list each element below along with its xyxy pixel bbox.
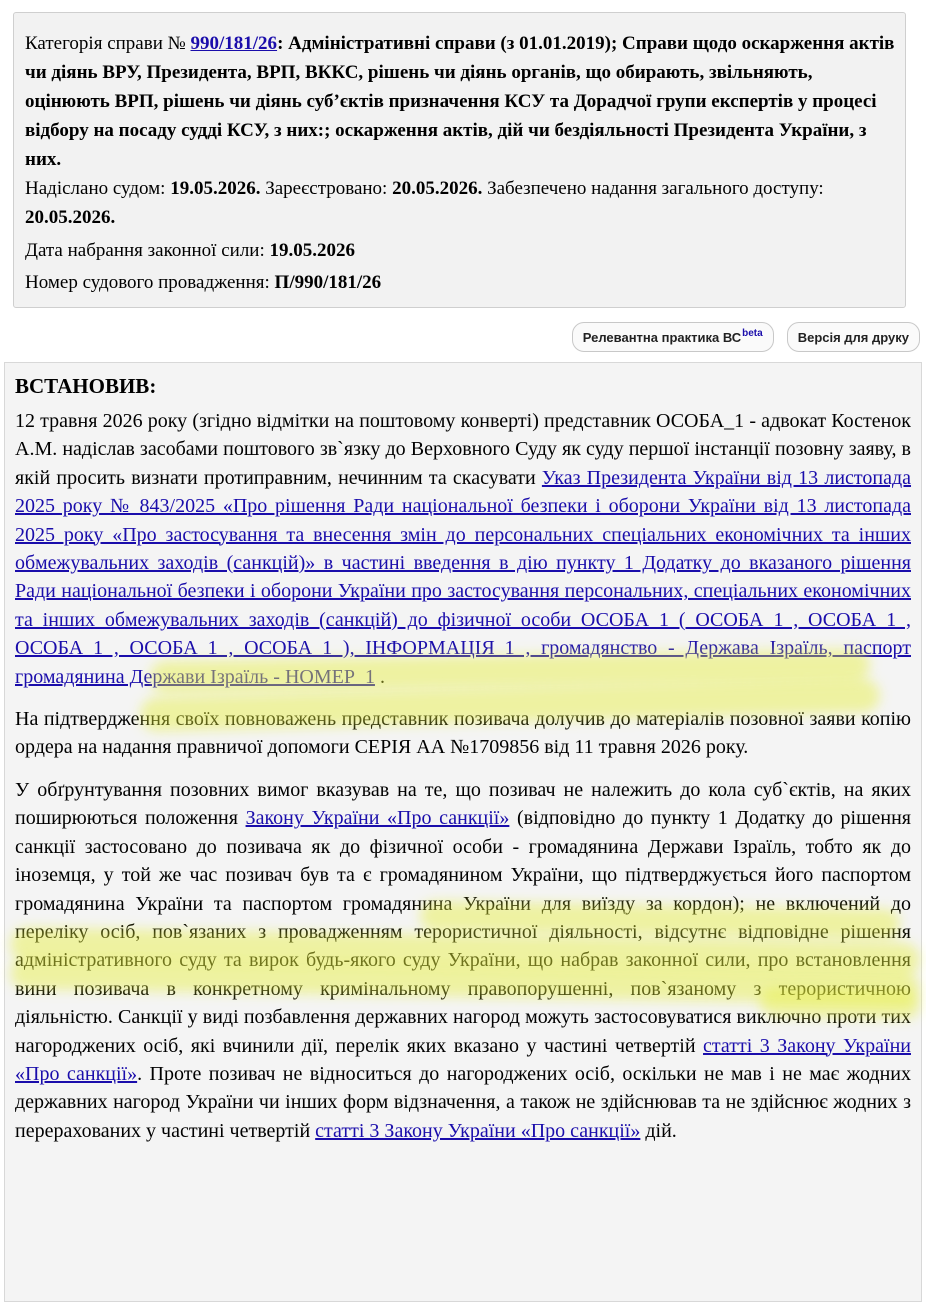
article-3-link-2[interactable]: статті 3 Закону України «Про санкції» <box>315 1119 641 1142</box>
effective-date-row <box>25 236 895 265</box>
effective-label: Дата набрання законної сили: <box>25 240 265 261</box>
paragraph-1-text-a: 12 травня 2026 року (згідно відмітки на поштовому конверті) представник ОСОБА_1 - адвокат Костенок А.М. надіслав засобами поштового зв`язку до Верховного Суду як суду першої інстанції позовну заяву, в якій просить визнати протиправним, нечинним та скасувати <box>15 410 911 489</box>
relevant-practice-label: Релевантна практика ВС <box>582 329 742 345</box>
decree-link[interactable]: Указ Президента України від 13 листопада 2025 року № 843/2025 «Про рішення Ради національної безпеки і оборони України від 13 листопада 2025 року «Про застосування та внесення змін до персональних спеціальних економічних та інших обмежувальних заходів (санкцій)» в частині введення в дію пункту 1 Додатку до вказаного рішення Ради національної безпеки і оборони України про застосування персональних, спеціальних економічних та інших обмежувальних заходів (санкцій) до фізичної особи ОСОБА_1 ( ОСОБА_1 , ОСОБА_1 , ОСОБА_1 , ОСОБА_1 , ОСОБА_1 ), ІНФОРМАЦІЯ_1 , громадянство - Держава Ізраїль, паспорт громадянина Держави Ізраїль - НОМЕР_1 <box>15 466 912 688</box>
access-label: Забезпечено надання загального доступу: <box>487 178 824 199</box>
print-version-label: Версія для друку <box>797 329 909 345</box>
paragraph-3-text-c: . Проте позивач не відноситься до нагороджених осіб, оскільки не мав і не має жодних державних нагород України чи інших форм відзначення, а також не здійснював та не здійснює жодних з перерахованих у частині четвертій <box>15 1062 911 1142</box>
paragraph-3 <box>15 776 911 1145</box>
proceeding-number: П/990/181/26 <box>274 272 382 293</box>
document-body <box>4 362 922 1302</box>
case-info-panel <box>13 12 906 308</box>
category-label: Категорія справи № <box>25 33 186 54</box>
case-dates <box>25 174 895 232</box>
section-heading: ВСТАНОВИВ: <box>15 374 157 398</box>
paragraph-3-text-a: У обґрунтування позовних вимог вказував на те, що позивач не належить до кола суб`єктів, на яких поширюються положення <box>15 778 911 830</box>
relevant-practice-button[interactable] <box>572 322 774 352</box>
case-number-link[interactable]: 990/181/26 <box>190 33 278 54</box>
paragraph-3-text-d: дій. <box>640 1119 677 1142</box>
article-3-link-1[interactable]: статті 3 Закону України «Про санкції» <box>15 1034 911 1085</box>
beta-badge: beta <box>742 327 763 339</box>
print-version-button[interactable] <box>787 322 920 352</box>
proceeding-label: Номер судового провадження: <box>25 272 270 293</box>
effective-date: 19.05.2026 <box>269 240 355 261</box>
registered-label: Зареєстровано: <box>265 178 388 199</box>
case-category <box>25 29 895 174</box>
sent-date: 19.05.2026. <box>170 178 261 199</box>
access-date: 20.05.2026. <box>25 207 116 228</box>
proceeding-row <box>25 268 895 297</box>
document-toolbar <box>572 322 920 352</box>
sanctions-law-link[interactable]: Закону України «Про санкції» <box>245 807 510 830</box>
registered-date: 20.05.2026. <box>392 178 483 199</box>
paragraph-2: На підтвердження своїх повноважень представник позивача долучив до матеріалів позовної заяви копію ордера на надання правничої допомоги СЕРІЯ АА №1709856 від 11 травня 2026 року. <box>15 708 911 759</box>
sent-label: Надіслано судом: <box>25 178 166 199</box>
paragraph-1 <box>15 407 911 691</box>
paragraph-1-text-b: . <box>374 665 385 688</box>
category-description: : Адміністративні справи (з 01.01.2019); Справи щодо оскарження актів чи діянь ВРУ, Президента, ВРП, ВККС, рішень чи діянь органів, що обирають, звільняють, оцінюють ВРП, рішень чи діянь суб’єктів призначення КСУ та Дорадчої групи експертів у процесі відбору на посаду судді КСУ, з них:; оскарження актів, дій чи бездіяльності Президента України, з них. <box>25 33 895 170</box>
paragraph-3-text-b: (відповідно до пункту 1 Додатку до рішення санкції застосовано до позивача як до фізичної особи - громадянина Держави Ізраїль, тобто як до іноземця, у той же час позивач був та є громадянином України, що підтверджується його паспортом громадянина України та паспортом громадянина України для виїзду за кордон); не включений до переліку осіб, пов`язаних з провадженням терористичної діяльності, відсутнє відповідне рішення адміністративного суду та вирок будь-якого суду України, що набрав законної сили, про встановлення вини позивача в конкретному кримінальному правопорушенні, пов`язаному з терористичною діяльністю. Санкції у виді позбавлення державних нагород можуть застосовуватися виключно проти тих нагороджених осіб, які вчинили дії, перелік яких вказано у частині четвертій <box>15 807 911 1057</box>
